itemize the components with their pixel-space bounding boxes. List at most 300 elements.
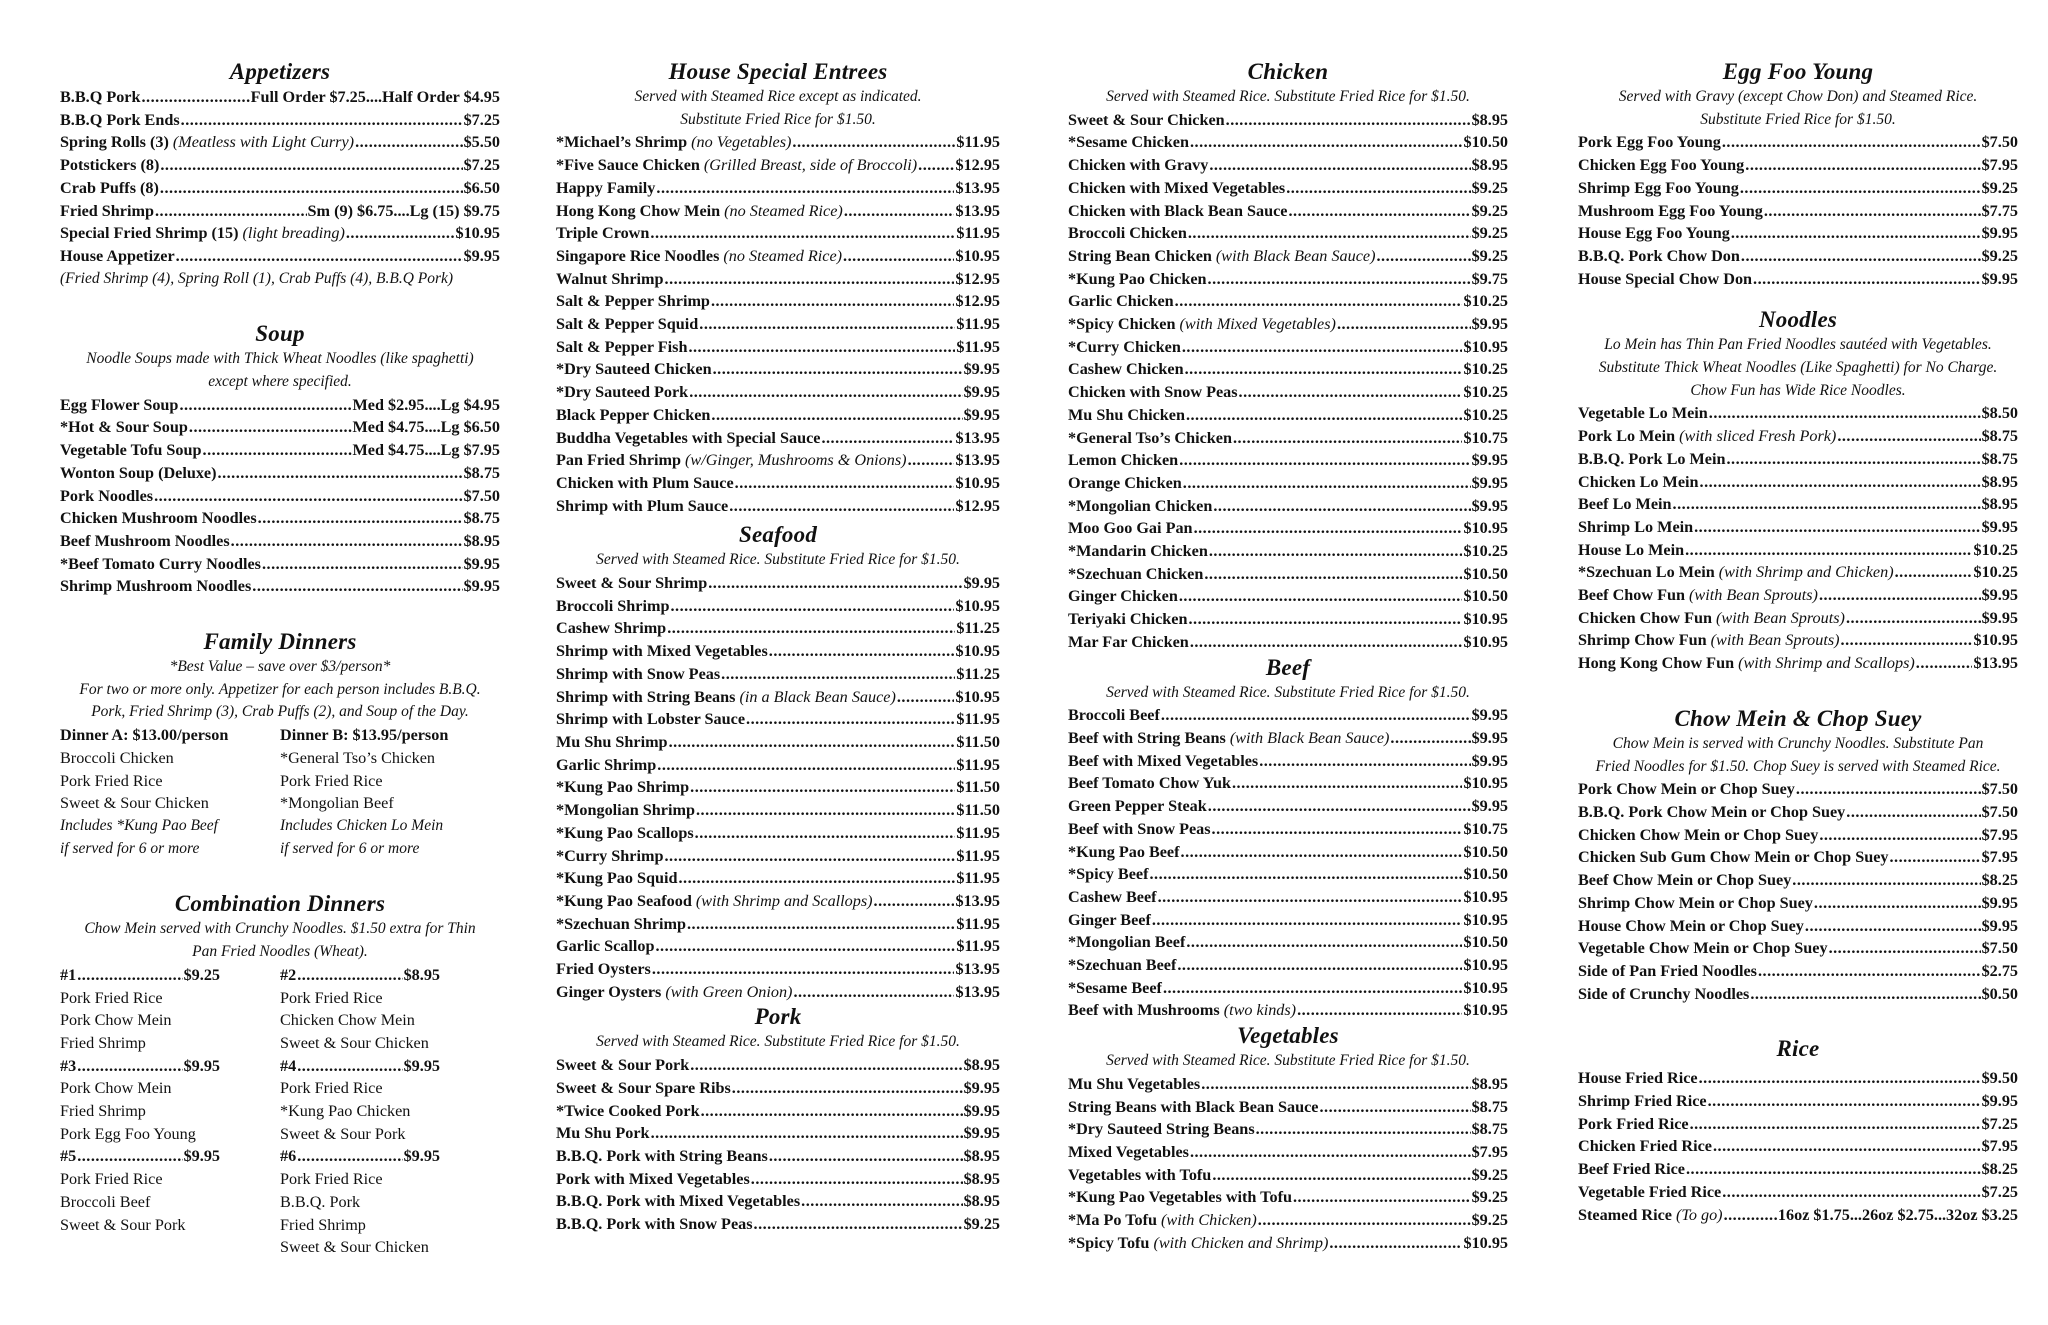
section-title: Family Dinners bbox=[203, 629, 357, 655]
menu-item bbox=[1578, 983, 2018, 1006]
dish-line: Broccoli Beef bbox=[60, 1192, 151, 1211]
section-note: Substitute Fried Rice for $1.50. bbox=[1700, 110, 1896, 128]
dot-leader bbox=[1841, 629, 1973, 652]
menu-item bbox=[60, 131, 500, 154]
item-name: Chicken Chow Mein or Chop Suey bbox=[1578, 825, 1819, 844]
menu-item bbox=[1068, 404, 1508, 427]
dot-leader bbox=[218, 462, 463, 485]
dot-leader bbox=[1190, 1141, 1471, 1164]
item-price: $7.50 bbox=[1981, 939, 2018, 958]
menu-item bbox=[60, 109, 500, 132]
dot-leader bbox=[670, 595, 954, 618]
combination-heading bbox=[60, 1055, 220, 1078]
item-note: (with Chicken and Shrimp) bbox=[1153, 1233, 1329, 1252]
item-price: $9.50 bbox=[1981, 1069, 2018, 1088]
item-name: B.B.Q. Pork Chow Don bbox=[1578, 246, 1740, 265]
item-name: Mushroom Egg Foo Young bbox=[1578, 201, 1763, 220]
menu-item bbox=[1578, 448, 2018, 471]
dot-leader bbox=[821, 427, 954, 450]
item-note: (in a Black Bean Sauce) bbox=[739, 687, 896, 706]
dot-leader bbox=[1185, 358, 1463, 381]
dot-leader bbox=[297, 1055, 402, 1078]
item-price: $9.95 bbox=[963, 1078, 1000, 1097]
item-price: $9.25 bbox=[1981, 178, 2018, 197]
item-price: $7.25 bbox=[1981, 1182, 2018, 1201]
item-price: $9.95 bbox=[1981, 893, 2018, 912]
dot-leader bbox=[695, 822, 956, 845]
menu-item bbox=[556, 1100, 1000, 1123]
item-name: Chicken Mushroom Noodles bbox=[60, 509, 257, 528]
item-name: Potstickers (8) bbox=[60, 156, 160, 175]
dot-leader bbox=[1713, 1135, 1981, 1158]
dot-leader bbox=[690, 776, 955, 799]
menu-item bbox=[1068, 449, 1508, 472]
item-name: Broccoli Beef bbox=[1068, 706, 1160, 725]
item-name: Beef with Mushrooms bbox=[1068, 1001, 1220, 1020]
menu-item bbox=[60, 86, 500, 109]
dinner-extra: Includes Chicken Lo Mein bbox=[280, 816, 444, 834]
item-name: Broccoli Shrimp bbox=[556, 596, 670, 615]
menu-item bbox=[1578, 1158, 2018, 1181]
item-name: Vegetable Fried Rice bbox=[1578, 1182, 1722, 1201]
item-name: Mu Shu Shrimp bbox=[556, 732, 668, 751]
item-price: Med $4.75....Lg $6.50 bbox=[352, 418, 500, 437]
item-name: Sweet & Sour Pork bbox=[556, 1056, 690, 1075]
item-price: $9.95 bbox=[1471, 473, 1508, 492]
item-price: $10.95 bbox=[955, 687, 1000, 706]
item-name: Beef Fried Rice bbox=[1578, 1160, 1685, 1179]
section-title: Seafood bbox=[738, 522, 818, 548]
section-note: Chow Fun has Wide Rice Noodles. bbox=[1690, 381, 1906, 399]
item-price: $13.95 bbox=[955, 428, 1000, 447]
dish-line: Pork Chow Mein bbox=[60, 1079, 172, 1098]
menu-item bbox=[556, 177, 1000, 200]
item-name: Crab Puffs (8) bbox=[60, 178, 159, 197]
dot-leader bbox=[1758, 960, 1981, 983]
dot-leader bbox=[1256, 1118, 1471, 1141]
combination-number: #4 bbox=[280, 1056, 297, 1075]
menu-item bbox=[60, 530, 500, 553]
dot-leader bbox=[664, 845, 955, 868]
item-list bbox=[556, 131, 1000, 517]
item-price: $9.25 bbox=[963, 1215, 1000, 1234]
item-note: (with Green Onion) bbox=[665, 982, 793, 1001]
best-value-note: *Best Value – save over $3/person* bbox=[169, 658, 391, 676]
item-name: Triple Crown bbox=[556, 224, 650, 243]
item-name: B.B.Q. Pork with String Beans bbox=[556, 1146, 768, 1165]
item-name: Beef Tomato Chow Yuk bbox=[1068, 774, 1231, 793]
menu-item bbox=[1578, 1204, 2018, 1227]
item-price: $11.95 bbox=[956, 710, 1000, 729]
combination-row bbox=[60, 964, 500, 1055]
menu-item bbox=[1068, 495, 1508, 518]
section-rice bbox=[1578, 1035, 2018, 1226]
dot-leader bbox=[1186, 931, 1462, 954]
dot-leader bbox=[181, 109, 463, 132]
item-price: $11.50 bbox=[956, 778, 1000, 797]
item-name: Mu Shu Vegetables bbox=[1068, 1074, 1201, 1093]
menu-item bbox=[1578, 892, 2018, 915]
item-note: (light breading) bbox=[242, 224, 345, 243]
dot-leader bbox=[687, 913, 955, 936]
dot-leader bbox=[1212, 1164, 1470, 1187]
item-name: Hong Kong Chow Mein bbox=[556, 201, 721, 220]
item-name: B.B.Q. Pork Lo Mein bbox=[1578, 449, 1726, 468]
item-price: $10.95 bbox=[1463, 610, 1508, 629]
item-name: *Kung Pao Chicken bbox=[1068, 269, 1207, 288]
dot-leader bbox=[746, 708, 955, 731]
item-name: *Five Sauce Chicken bbox=[556, 156, 700, 175]
dish-line: Fried Shrimp bbox=[280, 1215, 366, 1234]
item-price: $10.25 bbox=[1973, 540, 2018, 559]
item-name: B.B.Q. Pork with Mixed Vegetables bbox=[556, 1192, 801, 1211]
section-soup bbox=[60, 320, 500, 598]
item-name: Happy Family bbox=[556, 178, 656, 197]
dot-leader bbox=[1163, 977, 1463, 1000]
item-price: $11.95 bbox=[956, 846, 1000, 865]
item-name: Broccoli Chicken bbox=[1068, 224, 1187, 243]
dot-leader bbox=[1201, 1073, 1470, 1096]
item-note: (Meatless with Light Curry) bbox=[172, 133, 355, 152]
item-name: Vegetables with Tofu bbox=[1068, 1165, 1212, 1184]
section-title: Chicken bbox=[1247, 59, 1329, 84]
item-name: *Kung Pao Squid bbox=[556, 869, 678, 888]
dot-leader bbox=[155, 200, 307, 223]
item-price: $8.25 bbox=[1981, 871, 2018, 890]
item-price: $9.95 bbox=[1981, 586, 2018, 605]
item-name: *Dry Sauteed Pork bbox=[556, 383, 689, 402]
item-name: Mu Shu Chicken bbox=[1068, 405, 1185, 424]
item-price: $0.50 bbox=[1981, 984, 2018, 1003]
menu-item bbox=[1068, 268, 1508, 291]
dot-leader bbox=[801, 1190, 962, 1213]
dot-leader bbox=[1152, 909, 1463, 932]
item-name: Mixed Vegetables bbox=[1068, 1142, 1189, 1161]
menu-item bbox=[556, 867, 1000, 890]
item-name: Vegetable Lo Mein bbox=[1578, 404, 1708, 423]
dot-leader bbox=[708, 572, 962, 595]
item-name: B.B.Q. Pork with Snow Peas bbox=[556, 1215, 753, 1234]
item-name: Side of Crunchy Noodles bbox=[1578, 984, 1750, 1003]
item-name: Orange Chicken bbox=[1068, 473, 1182, 492]
dot-leader bbox=[1686, 1158, 1981, 1181]
combination-number: #1 bbox=[60, 965, 77, 984]
section-note: Lo Mein has Thin Pan Fried Noodles sautéed with Vegetables. bbox=[1604, 336, 1992, 354]
item-name: *Michael’s Shrimp bbox=[556, 133, 688, 152]
item-price: $9.25 bbox=[1471, 1211, 1508, 1230]
combination-price: $9.95 bbox=[183, 1147, 220, 1166]
menu-item bbox=[1068, 931, 1508, 954]
section-note: Pork, Fried Shrimp (3), Crab Puffs (2), and Soup of the Day. bbox=[91, 703, 469, 721]
combination-heading bbox=[60, 964, 220, 987]
item-name: Chicken Sub Gum Chow Mein or Chop Suey bbox=[1578, 848, 1889, 867]
menu-item bbox=[556, 799, 1000, 822]
dish-line: Broccoli Chicken bbox=[60, 748, 174, 767]
section-note: Served with Steamed Rice. Substitute Fried Rice for $1.50. bbox=[596, 551, 960, 569]
menu-item bbox=[556, 131, 1000, 154]
dot-leader bbox=[1182, 336, 1463, 359]
item-price: $11.95 bbox=[956, 937, 1000, 956]
dot-leader bbox=[160, 154, 462, 177]
dot-leader bbox=[252, 575, 462, 598]
item-price: $8.75 bbox=[1471, 1097, 1508, 1116]
item-name: Black Pepper Chicken bbox=[556, 405, 711, 424]
item-name: Beef Mushroom Noodles bbox=[60, 531, 230, 550]
dot-leader bbox=[1213, 495, 1470, 518]
item-list bbox=[60, 86, 500, 268]
item-name: Spring Rolls (3) bbox=[60, 133, 169, 152]
menu-item bbox=[1068, 750, 1508, 773]
item-name: Chicken Chow Fun bbox=[1578, 608, 1713, 627]
dot-leader bbox=[1731, 222, 1981, 245]
menu-item bbox=[556, 404, 1000, 427]
item-name: *Spicy Chicken bbox=[1068, 315, 1176, 334]
item-note: (with Chicken) bbox=[1161, 1211, 1257, 1230]
item-price: $8.75 bbox=[1981, 449, 2018, 468]
dot-leader bbox=[77, 1055, 182, 1078]
item-price: $7.95 bbox=[1981, 848, 2018, 867]
dish-line: *Mongolian Beef bbox=[280, 794, 394, 813]
item-price: $10.50 bbox=[1463, 133, 1508, 152]
menu-item bbox=[1578, 177, 2018, 200]
menu-item bbox=[1068, 795, 1508, 818]
item-price: $9.25 bbox=[1471, 1165, 1508, 1184]
item-price: $8.95 bbox=[963, 1146, 1000, 1165]
dinner-heading: Dinner B: $13.95/person bbox=[280, 726, 449, 745]
item-price: $10.75 bbox=[1463, 819, 1508, 838]
item-price: $9.95 bbox=[1981, 1092, 2018, 1111]
item-price: $10.95 bbox=[1463, 632, 1508, 651]
menu-item bbox=[1068, 727, 1508, 750]
dot-leader bbox=[1293, 1186, 1471, 1209]
item-name: *Mongolian Shrimp bbox=[556, 801, 695, 820]
item-price: $10.25 bbox=[1463, 360, 1508, 379]
item-list bbox=[556, 572, 1000, 1003]
item-price: $10.95 bbox=[1973, 631, 2018, 650]
dot-leader bbox=[262, 553, 463, 576]
dot-leader bbox=[176, 245, 463, 268]
item-price: $5.50 bbox=[463, 133, 500, 152]
item-name: Shrimp Fried Rice bbox=[1578, 1092, 1707, 1111]
item-price: $9.95 bbox=[1471, 315, 1508, 334]
dinner-extra: if served for 6 or more bbox=[60, 839, 200, 857]
item-name: B.B.Q Pork Ends bbox=[60, 110, 180, 129]
menu-item bbox=[556, 1054, 1000, 1077]
section-egg-foo-young bbox=[1578, 58, 2018, 290]
dot-leader bbox=[1239, 381, 1463, 404]
dot-leader bbox=[1194, 517, 1463, 540]
item-name: Side of Pan Fried Noodles bbox=[1578, 961, 1757, 980]
item-name: *Kung Pao Vegetables with Tofu bbox=[1068, 1188, 1292, 1207]
item-price: $9.95 bbox=[1471, 706, 1508, 725]
menu-item bbox=[1578, 629, 2018, 652]
item-name: Pork Fried Rice bbox=[1578, 1114, 1689, 1133]
dot-leader bbox=[1895, 561, 1973, 584]
section-title: House Special Entrees bbox=[668, 59, 888, 84]
combination-row bbox=[60, 1145, 500, 1259]
dish-line: Sweet & Sour Pork bbox=[280, 1124, 406, 1143]
dinner-extra: if served for 6 or more bbox=[280, 839, 420, 857]
combination-dinner bbox=[280, 1145, 500, 1259]
dot-leader bbox=[1209, 540, 1463, 563]
item-price: $10.25 bbox=[1973, 563, 2018, 582]
dot-leader bbox=[690, 1054, 962, 1077]
combination-heading bbox=[280, 1145, 440, 1168]
dot-leader bbox=[1685, 539, 1972, 562]
dot-leader bbox=[1722, 131, 1981, 154]
dot-leader bbox=[1694, 516, 1980, 539]
family-dinner-options bbox=[60, 724, 500, 860]
menu-item bbox=[556, 935, 1000, 958]
item-name: Ginger Chicken bbox=[1068, 587, 1178, 606]
dot-leader bbox=[792, 131, 955, 154]
dot-leader bbox=[160, 177, 463, 200]
item-name: *Kung Pao Seafood bbox=[556, 891, 692, 910]
item-price: $8.50 bbox=[1981, 404, 2018, 423]
combination-heading bbox=[280, 1055, 440, 1078]
menu-item bbox=[1068, 381, 1508, 404]
dot-leader bbox=[908, 449, 955, 472]
section-note: Fried Noodles for $1.50. Chop Suey is served with Steamed Rice. bbox=[1595, 757, 2001, 775]
item-name: String Beans with Black Bean Sauce bbox=[1068, 1097, 1319, 1116]
item-price: $11.50 bbox=[956, 801, 1000, 820]
combination-price: $9.95 bbox=[183, 1056, 220, 1075]
combination-price: $8.95 bbox=[403, 965, 440, 984]
item-price: $7.95 bbox=[1981, 825, 2018, 844]
dish-line: Pork Fried Rice bbox=[280, 988, 383, 1007]
dot-leader bbox=[688, 336, 955, 359]
item-name: Ginger Beef bbox=[1068, 910, 1151, 929]
dot-leader bbox=[1158, 886, 1463, 909]
item-price: $13.95 bbox=[955, 201, 1000, 220]
combination-price: $9.95 bbox=[403, 1147, 440, 1166]
dot-leader bbox=[701, 1100, 963, 1123]
menu-item bbox=[1068, 1118, 1508, 1141]
item-name: Cashew Chicken bbox=[1068, 360, 1184, 379]
item-price: $9.95 bbox=[1471, 451, 1508, 470]
dot-leader bbox=[1208, 795, 1471, 818]
item-list bbox=[1578, 1067, 2018, 1226]
item-list bbox=[1068, 1073, 1508, 1255]
item-name: *Sesame Beef bbox=[1068, 978, 1162, 997]
item-price: $9.95 bbox=[963, 383, 1000, 402]
item-price: $10.95 bbox=[1463, 1001, 1508, 1020]
menu-item bbox=[556, 472, 1000, 495]
dish-line: Sweet & Sour Chicken bbox=[60, 794, 209, 813]
menu-item bbox=[1578, 869, 2018, 892]
item-price: $10.95 bbox=[1463, 978, 1508, 997]
menu-item bbox=[556, 1213, 1000, 1236]
dot-leader bbox=[844, 200, 955, 223]
combination-heading bbox=[60, 1145, 220, 1168]
menu-item bbox=[1068, 540, 1508, 563]
dot-leader bbox=[665, 268, 955, 291]
item-name: Chicken with Gravy bbox=[1068, 156, 1209, 175]
item-price: $13.95 bbox=[955, 982, 1000, 1001]
menu-item bbox=[1578, 222, 2018, 245]
dot-leader bbox=[1819, 824, 1980, 847]
dot-leader bbox=[1297, 999, 1462, 1022]
menu-item bbox=[60, 575, 500, 598]
item-name: Singapore Rice Noodles bbox=[556, 246, 720, 265]
dot-leader bbox=[231, 530, 463, 553]
menu-item bbox=[1068, 517, 1508, 540]
dot-leader bbox=[696, 799, 955, 822]
menu-item bbox=[556, 1145, 1000, 1168]
dot-leader bbox=[1750, 983, 1980, 1006]
item-name: B.B.Q Pork bbox=[60, 88, 141, 106]
dot-leader bbox=[1709, 402, 1981, 425]
menu-item bbox=[556, 154, 1000, 177]
dot-leader bbox=[1792, 869, 1980, 892]
dot-leader bbox=[1708, 1090, 1981, 1113]
item-price: $12.95 bbox=[955, 269, 1000, 288]
section-combination-dinners bbox=[60, 890, 500, 1259]
dot-leader bbox=[1161, 704, 1471, 727]
item-price: $9.75 bbox=[1471, 269, 1508, 288]
menu-item bbox=[1578, 778, 2018, 801]
section-house-special bbox=[556, 58, 1000, 517]
dot-leader bbox=[1337, 313, 1471, 336]
item-note: (no Steamed Rice) bbox=[723, 246, 843, 265]
item-price: $9.25 bbox=[1471, 224, 1508, 243]
menu-item bbox=[1578, 1113, 2018, 1136]
combination-dinner bbox=[60, 964, 280, 1055]
menu-item bbox=[1068, 886, 1508, 909]
menu-item bbox=[1068, 563, 1508, 586]
section-chow-mein-chop-suey bbox=[1578, 705, 2018, 1005]
menu-item bbox=[1068, 472, 1508, 495]
menu-item bbox=[1068, 222, 1508, 245]
dot-leader bbox=[1190, 631, 1463, 654]
item-note: (with Mixed Vegetables) bbox=[1179, 315, 1336, 334]
menu-item bbox=[60, 200, 500, 223]
item-name: *Szechuan Beef bbox=[1068, 956, 1177, 975]
menu-item bbox=[556, 913, 1000, 936]
item-name: Shrimp with Lobster Sauce bbox=[556, 710, 746, 729]
menu-item bbox=[1578, 1135, 2018, 1158]
dish-line: Sweet & Sour Pork bbox=[60, 1215, 186, 1234]
menu-item bbox=[556, 336, 1000, 359]
dot-leader bbox=[652, 958, 955, 981]
item-name: Vegetable Tofu Soup bbox=[60, 441, 202, 460]
menu-item bbox=[60, 154, 500, 177]
dish-line: Pork Egg Foo Young bbox=[60, 1124, 196, 1143]
item-name: Fried Shrimp bbox=[60, 201, 154, 220]
item-name: *Spicy Beef bbox=[1068, 865, 1149, 884]
item-price: $9.95 bbox=[1471, 496, 1508, 515]
item-price: $7.50 bbox=[1981, 780, 2018, 799]
dish-line: Chicken Chow Mein bbox=[280, 1011, 415, 1030]
dot-leader bbox=[751, 1168, 963, 1191]
dot-leader bbox=[1722, 1181, 1980, 1204]
item-price: $10.95 bbox=[955, 642, 1000, 661]
menu-item bbox=[60, 177, 500, 200]
item-price: $9.95 bbox=[1981, 224, 2018, 243]
item-price: $9.95 bbox=[1471, 751, 1508, 770]
menu-item bbox=[556, 313, 1000, 336]
item-price: $7.50 bbox=[1981, 133, 2018, 152]
item-price: $8.95 bbox=[963, 1192, 1000, 1211]
item-price: $10.95 bbox=[1463, 337, 1508, 356]
menu-item bbox=[556, 617, 1000, 640]
dot-leader bbox=[1829, 937, 1981, 960]
dot-leader bbox=[843, 245, 954, 268]
item-price: $7.50 bbox=[1981, 802, 2018, 821]
item-price: $8.75 bbox=[463, 509, 500, 528]
dinner-extra: Includes *Kung Pao Beef bbox=[60, 816, 218, 834]
item-name: House Special Chow Don bbox=[1578, 269, 1753, 288]
